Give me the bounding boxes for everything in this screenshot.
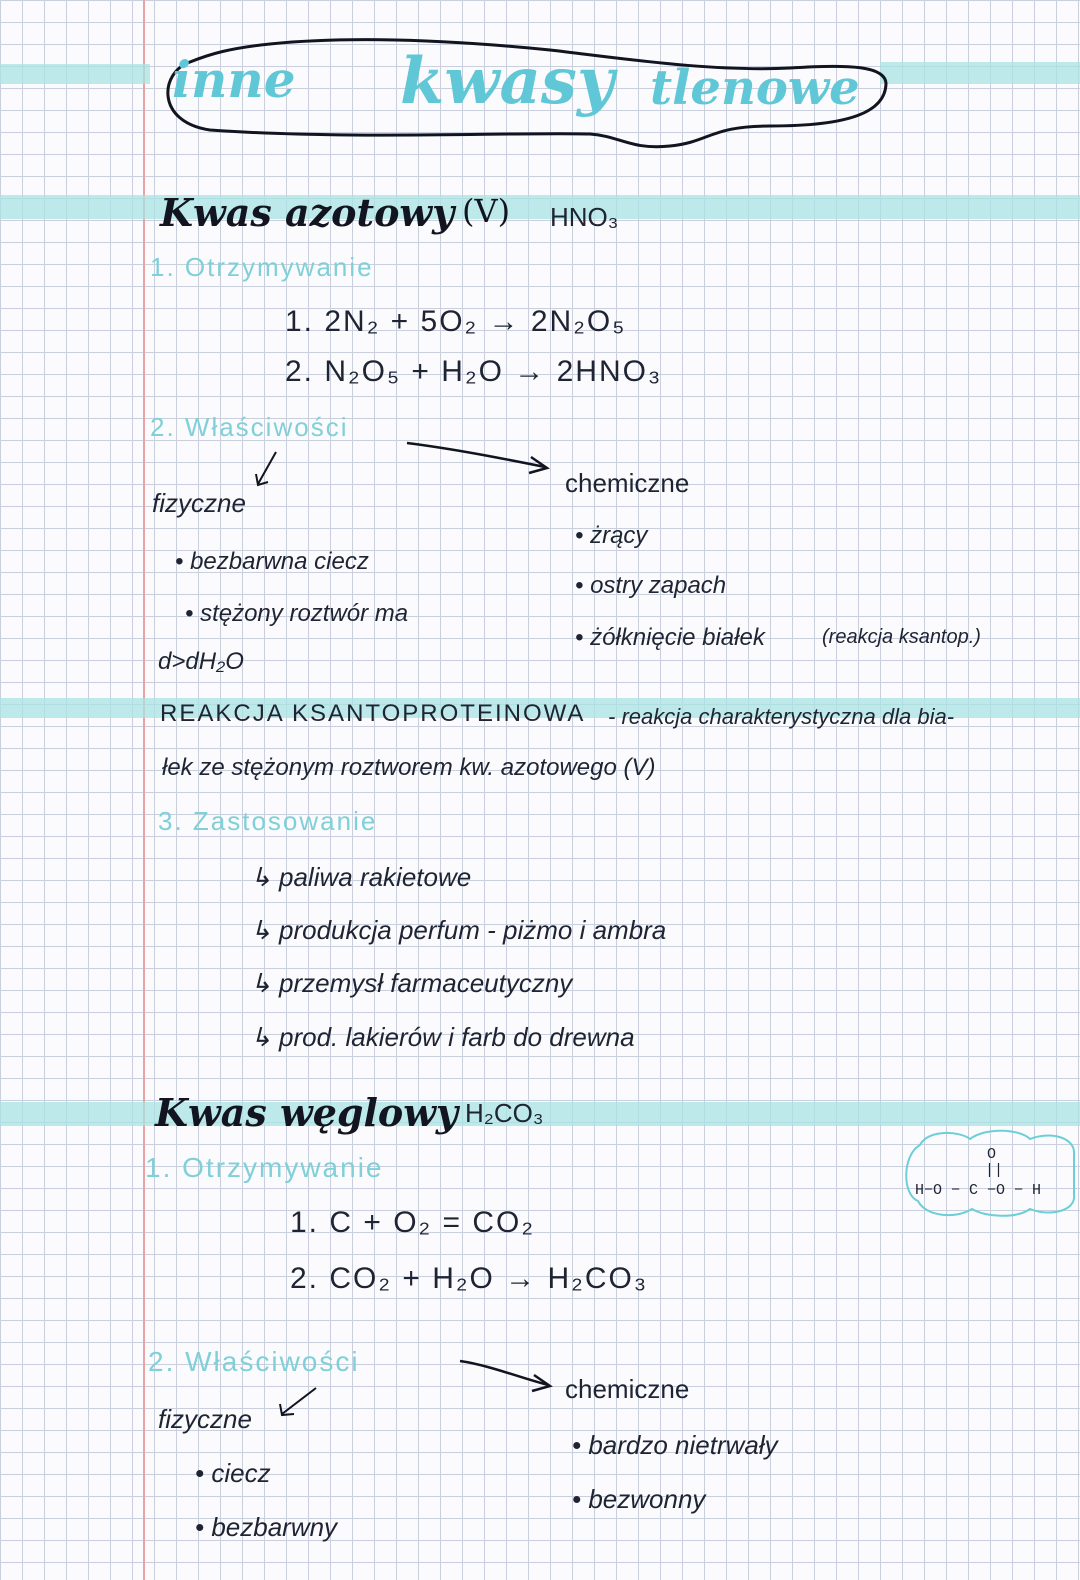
carbonic-formula: H₂CO₃ xyxy=(465,1098,544,1128)
nitric-use-item: ↳ przemysł farmaceutyczny xyxy=(250,968,573,998)
nitric-properties-title: 2. Właściwości xyxy=(150,412,349,442)
title-word-kwasy: kwasy xyxy=(400,44,615,119)
highlight-stroke xyxy=(880,62,1080,84)
nitric-chemical-item: • ostry zapach xyxy=(575,572,727,599)
carbonic-obtaining-title: 1. Otrzymywanie xyxy=(145,1152,384,1183)
structure-double-bond: || xyxy=(985,1162,1004,1179)
nitric-obtaining-title: 1. Otrzymywanie xyxy=(150,252,374,282)
nitric-physical-label: fizyczne xyxy=(152,488,246,518)
nitric-heading: Kwas azotowy xyxy=(160,190,455,235)
carbonic-chemical-label: chemiczne xyxy=(565,1374,690,1404)
xanthoprotein-reaction-name: REAKCJA KSANTOPROTEINOWA xyxy=(160,700,586,727)
arrow-to-chemical-icon xyxy=(405,435,555,475)
nitric-use-item: ↳ produkcja perfum - piżmo i ambra xyxy=(250,915,667,945)
carbonic-equation-2: 2. CO₂ + H₂O → H₂CO₃ xyxy=(290,1262,649,1295)
nitric-equation-1: 1. 2N₂ + 5O₂ → 2N₂O₅ xyxy=(285,305,627,338)
nitric-uses-title: 3. Zastosowanie xyxy=(158,806,378,836)
nitric-use-item: ↳ paliwa rakietowe xyxy=(250,862,472,892)
nitric-formula: HNO₃ xyxy=(550,202,619,232)
carbonic-heading: Kwas węglowy xyxy=(155,1090,459,1135)
carbonic-physical-item: • bezbarwny xyxy=(195,1512,338,1542)
nitric-physical-item: d>dH₂O xyxy=(158,648,244,675)
arrow-to-physical-icon xyxy=(252,450,282,490)
highlight-stroke xyxy=(0,64,150,84)
arrow-to-chemical-icon xyxy=(458,1355,558,1395)
title-word-tlenowe: tlenowe xyxy=(650,60,860,116)
nitric-chemical-note: (reakcja ksantop.) xyxy=(822,626,981,648)
arrow-to-physical-icon xyxy=(276,1386,320,1420)
nitric-chemical-label: chemiczne xyxy=(565,468,690,498)
carbonic-properties-title: 2. Właściwości xyxy=(148,1346,360,1377)
nitric-physical-item: • bezbarwna ciecz xyxy=(175,548,369,575)
carbonic-chemical-item: • bezwonny xyxy=(572,1484,706,1514)
xanthoprotein-desc-line-2: łek ze stężonym roztworem kw. azotowego (V) xyxy=(162,754,656,781)
nitric-valence: (V) xyxy=(462,192,511,230)
carbonic-physical-item: • ciecz xyxy=(195,1458,271,1488)
xanthoprotein-desc-line-1: - reakcja charakterystyczna dla bia- xyxy=(608,704,955,729)
carbonic-chemical-item: • bardzo nietrwały xyxy=(572,1430,778,1460)
notebook-margin-line xyxy=(143,0,145,1580)
carbonic-equation-1: 1. C + O₂ = CO₂ xyxy=(290,1206,536,1239)
title-word-inne: inne xyxy=(172,50,296,109)
nitric-use-item: ↳ prod. lakierów i farb do drewna xyxy=(250,1022,635,1052)
nitric-physical-item: • stężony roztwór ma xyxy=(185,600,409,627)
structure-main-chain: H−O − C −O − H xyxy=(915,1182,1042,1199)
structure-top-oxygen: O xyxy=(987,1146,997,1163)
nitric-chemical-item: • żrący xyxy=(575,522,648,549)
nitric-chemical-item: • żółknięcie białek xyxy=(575,624,765,651)
nitric-equation-2: 2. N₂O₅ + H₂O → 2HNO₃ xyxy=(285,355,663,388)
carbonic-physical-label: fizyczne xyxy=(158,1404,252,1434)
